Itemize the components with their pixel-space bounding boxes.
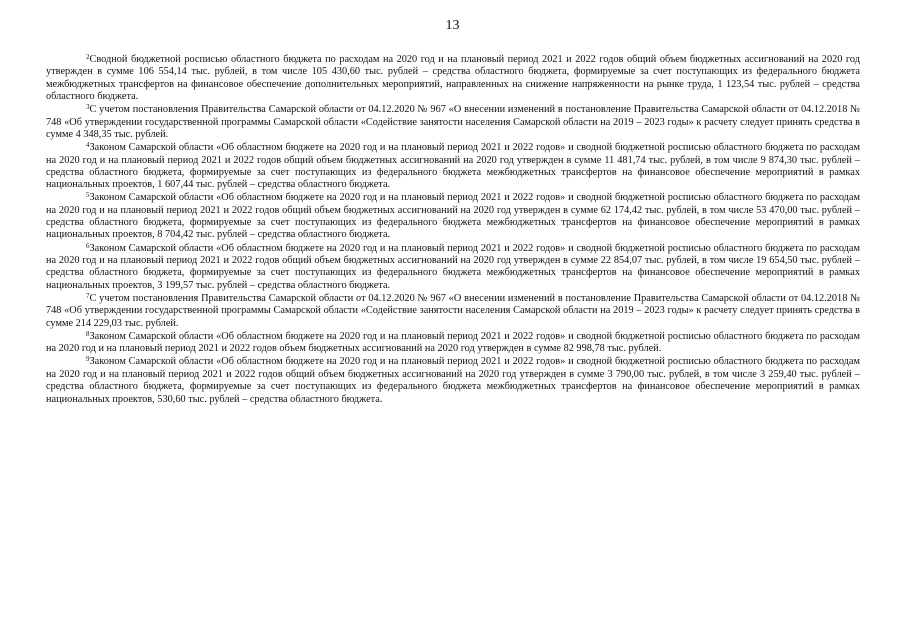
footnote-text: С учетом постановления Правительства Самарской области от 04.12.2020 № 967 «О внесении изменений в постановление Правительства Самарской области от 04.12.2018 № 748 «Об утверждении государственной программы Самарской области «Содействие занятости населения Самарской области на 2019 – 2023 годы» к расчету следует принять средства в сумме 4 348,35 тыс. рублей. bbox=[46, 104, 860, 140]
footnote-text: Законом Самарской области «Об областном бюджете на 2020 год и на плановый период 2021 и 2022 годов» и сводной бюджетной росписью областного бюджета по расходам на 2020 год и на плановый период 2021 и 2022 годов общий объем бюджетных ассигнований на 2020 год утвержден в сумме 3 790,00 тыс. рублей, в том числе 3 259,40 тыс. рублей – средства областного бюджета, формируемые за счет поступающих из федерального бюджета межбюджетных трансфертов на финансовое обеспечение мероприятий в рамках национальных проектов, 530,60 тыс. рублей – средства областного бюджета. bbox=[46, 356, 860, 405]
footnote-text: Законом Самарской области «Об областном бюджете на 2020 год и на плановый период 2021 и 2022 годов» и сводной бюджетной росписью областного бюджета по расходам на 2020 год и на плановый период 2021 и 2022 годов общий объем бюджетных ассигнований на 2020 год утвержден в сумме 62 174,42 тыс. рублей, в том числе 53 470,00 тыс. рублей – средства областного бюджета, формируемые за счет поступающих из федерального бюджета межбюджетных трансфертов на финансовое обеспечение мероприятий в рамках национальных проектов, 8 704,42 тыс. рублей – средства областного бюджета. bbox=[46, 192, 860, 241]
footnote-mark: 8 bbox=[86, 329, 90, 338]
footnote-mark: 4 bbox=[86, 141, 90, 150]
footnote-2 bbox=[46, 54, 860, 103]
footnote-text: Законом Самарской области «Об областном бюджете на 2020 год и на плановый период 2021 и 2022 годов» и сводной бюджетной росписью областного бюджета по расходам на 2020 год и на плановый период 2021 и 2022 годов объем бюджетных ассигнований на 2020 год утвержден в сумме 82 998,78 тыс. рублей. bbox=[46, 330, 860, 355]
footnote-mark: 5 bbox=[86, 191, 90, 200]
footnote-6 bbox=[46, 243, 860, 292]
footnote-mark: 2 bbox=[86, 53, 90, 61]
footnote-mark: 6 bbox=[86, 241, 90, 250]
footnote-mark: 9 bbox=[86, 355, 90, 364]
footnotes-section bbox=[46, 54, 860, 407]
footnote-mark: 3 bbox=[86, 103, 90, 112]
footnote-4 bbox=[46, 142, 860, 191]
footnote-text: Законом Самарской области «Об областном бюджете на 2020 год и на плановый период 2021 и 2022 годов» и сводной бюджетной росписью областного бюджета по расходам на 2020 год и на плановый период 2021 и 2022 годов общий объем бюджетных ассигнований на 2020 год утвержден в сумме 22 854,07 тыс. рублей, в том числе 19 654,50 тыс. рублей – средства областного бюджета, формируемые за счет поступающих из федерального бюджета межбюджетных трансфертов на финансовое обеспечение мероприятий в рамках национальных проектов, 3 199,57 тыс. рублей – средства областного бюджета. bbox=[46, 242, 860, 291]
footnote-8 bbox=[46, 331, 860, 356]
footnote-5 bbox=[46, 192, 860, 241]
footnote-text: Законом Самарской области «Об областном бюджете на 2020 год и на плановый период 2021 и 2022 годов» и сводной бюджетной росписью областного бюджета по расходам на 2020 год и на плановый период 2021 и 2022 годов общий объем бюджетных ассигнований на 2020 год утвержден в сумме 11 481,74 тыс. рублей, в том числе 9 874,30 тыс. рублей – средства областного бюджета, формируемые за счет поступающих из федерального бюджета межбюджетных трансфертов на финансовое обеспечение мероприятий в рамках национальных проектов, 1 607,44 тыс. рублей – средства областного бюджета. bbox=[46, 142, 860, 191]
footnote-7 bbox=[46, 293, 860, 330]
footnote-text: С учетом постановления Правительства Самарской области от 04.12.2020 № 967 «О внесении изменений в постановление Правительства Самарской области от 04.12.2018 № 748 «Об утверждении государственной программы Самарской области «Содействие занятости населения Самарской области на 2019 – 2023 годы» к расчету следует принять средства в сумме 214 229,03 тыс. рублей. bbox=[46, 292, 860, 329]
footnote-text: Сводной бюджетной росписью областного бюджета по расходам на 2020 год и на плановый период 2021 и 2022 годов общий объем бюджетных ассигнований на 2020 год утвержден в сумме 106 554,14 тыс. рублей, в том числе 105 430,60 тыс. рублей – средства областного бюджета, формируемые за счет поступающих из федерального бюджета межбюджетных трансфертов на финансовое обеспечение дополнительных мероприятий, направленных на снижение напряженности на рынке труда, 1 123,54 тыс. рублей – средства областного бюджета. bbox=[46, 54, 860, 103]
footnote-mark: 7 bbox=[86, 291, 90, 300]
footnote-9 bbox=[46, 356, 860, 405]
footnote-3 bbox=[46, 104, 860, 141]
page-number: 13 bbox=[445, 18, 460, 33]
